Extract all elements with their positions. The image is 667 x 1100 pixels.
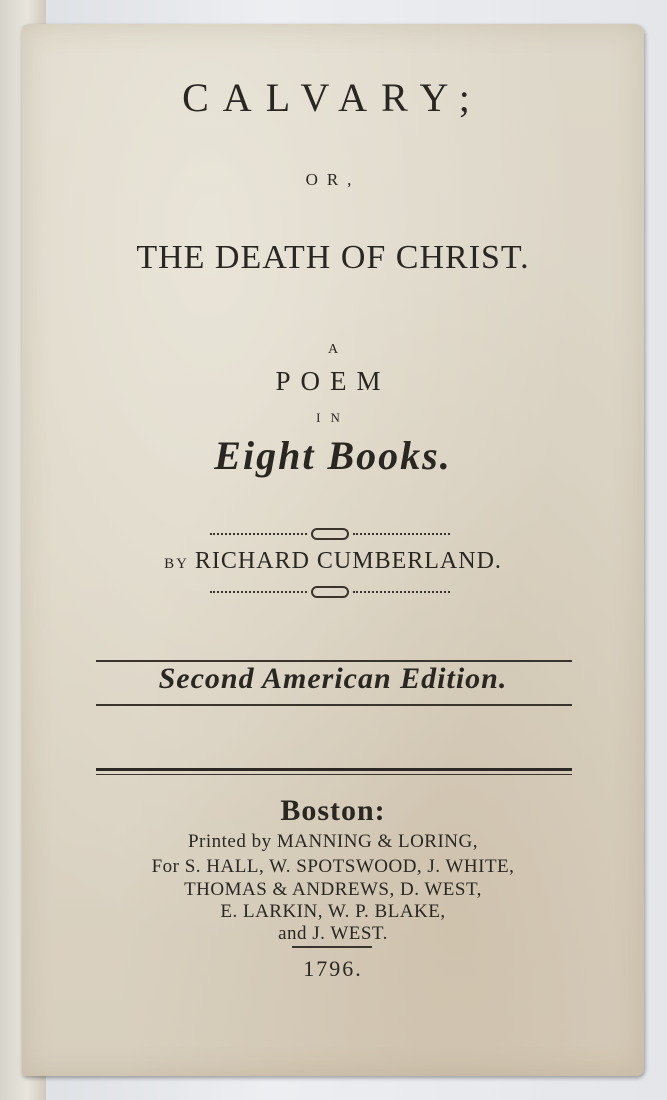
book-subtitle: THE DEATH OF CHRIST. xyxy=(136,239,530,276)
author-line xyxy=(22,548,644,575)
publication-year: 1796. xyxy=(303,956,363,981)
genre-label: POEM xyxy=(275,366,391,396)
ornament-top xyxy=(210,529,450,539)
imprint-line: For S. HALL, W. SPOTSWOOD, J. WHITE, xyxy=(151,856,515,877)
imprint-line: E. LARKIN, W. P. BLAKE, xyxy=(220,901,446,922)
imprint-line: THOMAS & ANDREWS, D. WEST, xyxy=(184,879,482,900)
author-name: RICHARD CUMBERLAND. xyxy=(194,548,502,574)
author-prefix: BY xyxy=(164,556,189,572)
year-rule xyxy=(292,946,372,948)
ornament-bottom xyxy=(210,587,450,597)
imprint-line: and J. WEST. xyxy=(278,923,388,944)
edition-label: Second American Edition. xyxy=(158,662,508,695)
books-count: Eight Books. xyxy=(214,433,452,478)
imprint-line: Printed by MANNING & LORING, xyxy=(187,831,478,852)
imprint-rule-thin xyxy=(96,774,572,775)
imprint-place: Boston: xyxy=(280,794,386,827)
title-page xyxy=(22,24,644,1076)
genre-article: A xyxy=(327,342,339,357)
book-title: CALVARY; xyxy=(182,75,484,120)
genre-preposition: IN xyxy=(316,410,350,425)
edition-rule-bottom xyxy=(96,704,572,706)
title-conjunction: OR, xyxy=(305,170,361,189)
imprint-rule-thick xyxy=(96,768,572,771)
